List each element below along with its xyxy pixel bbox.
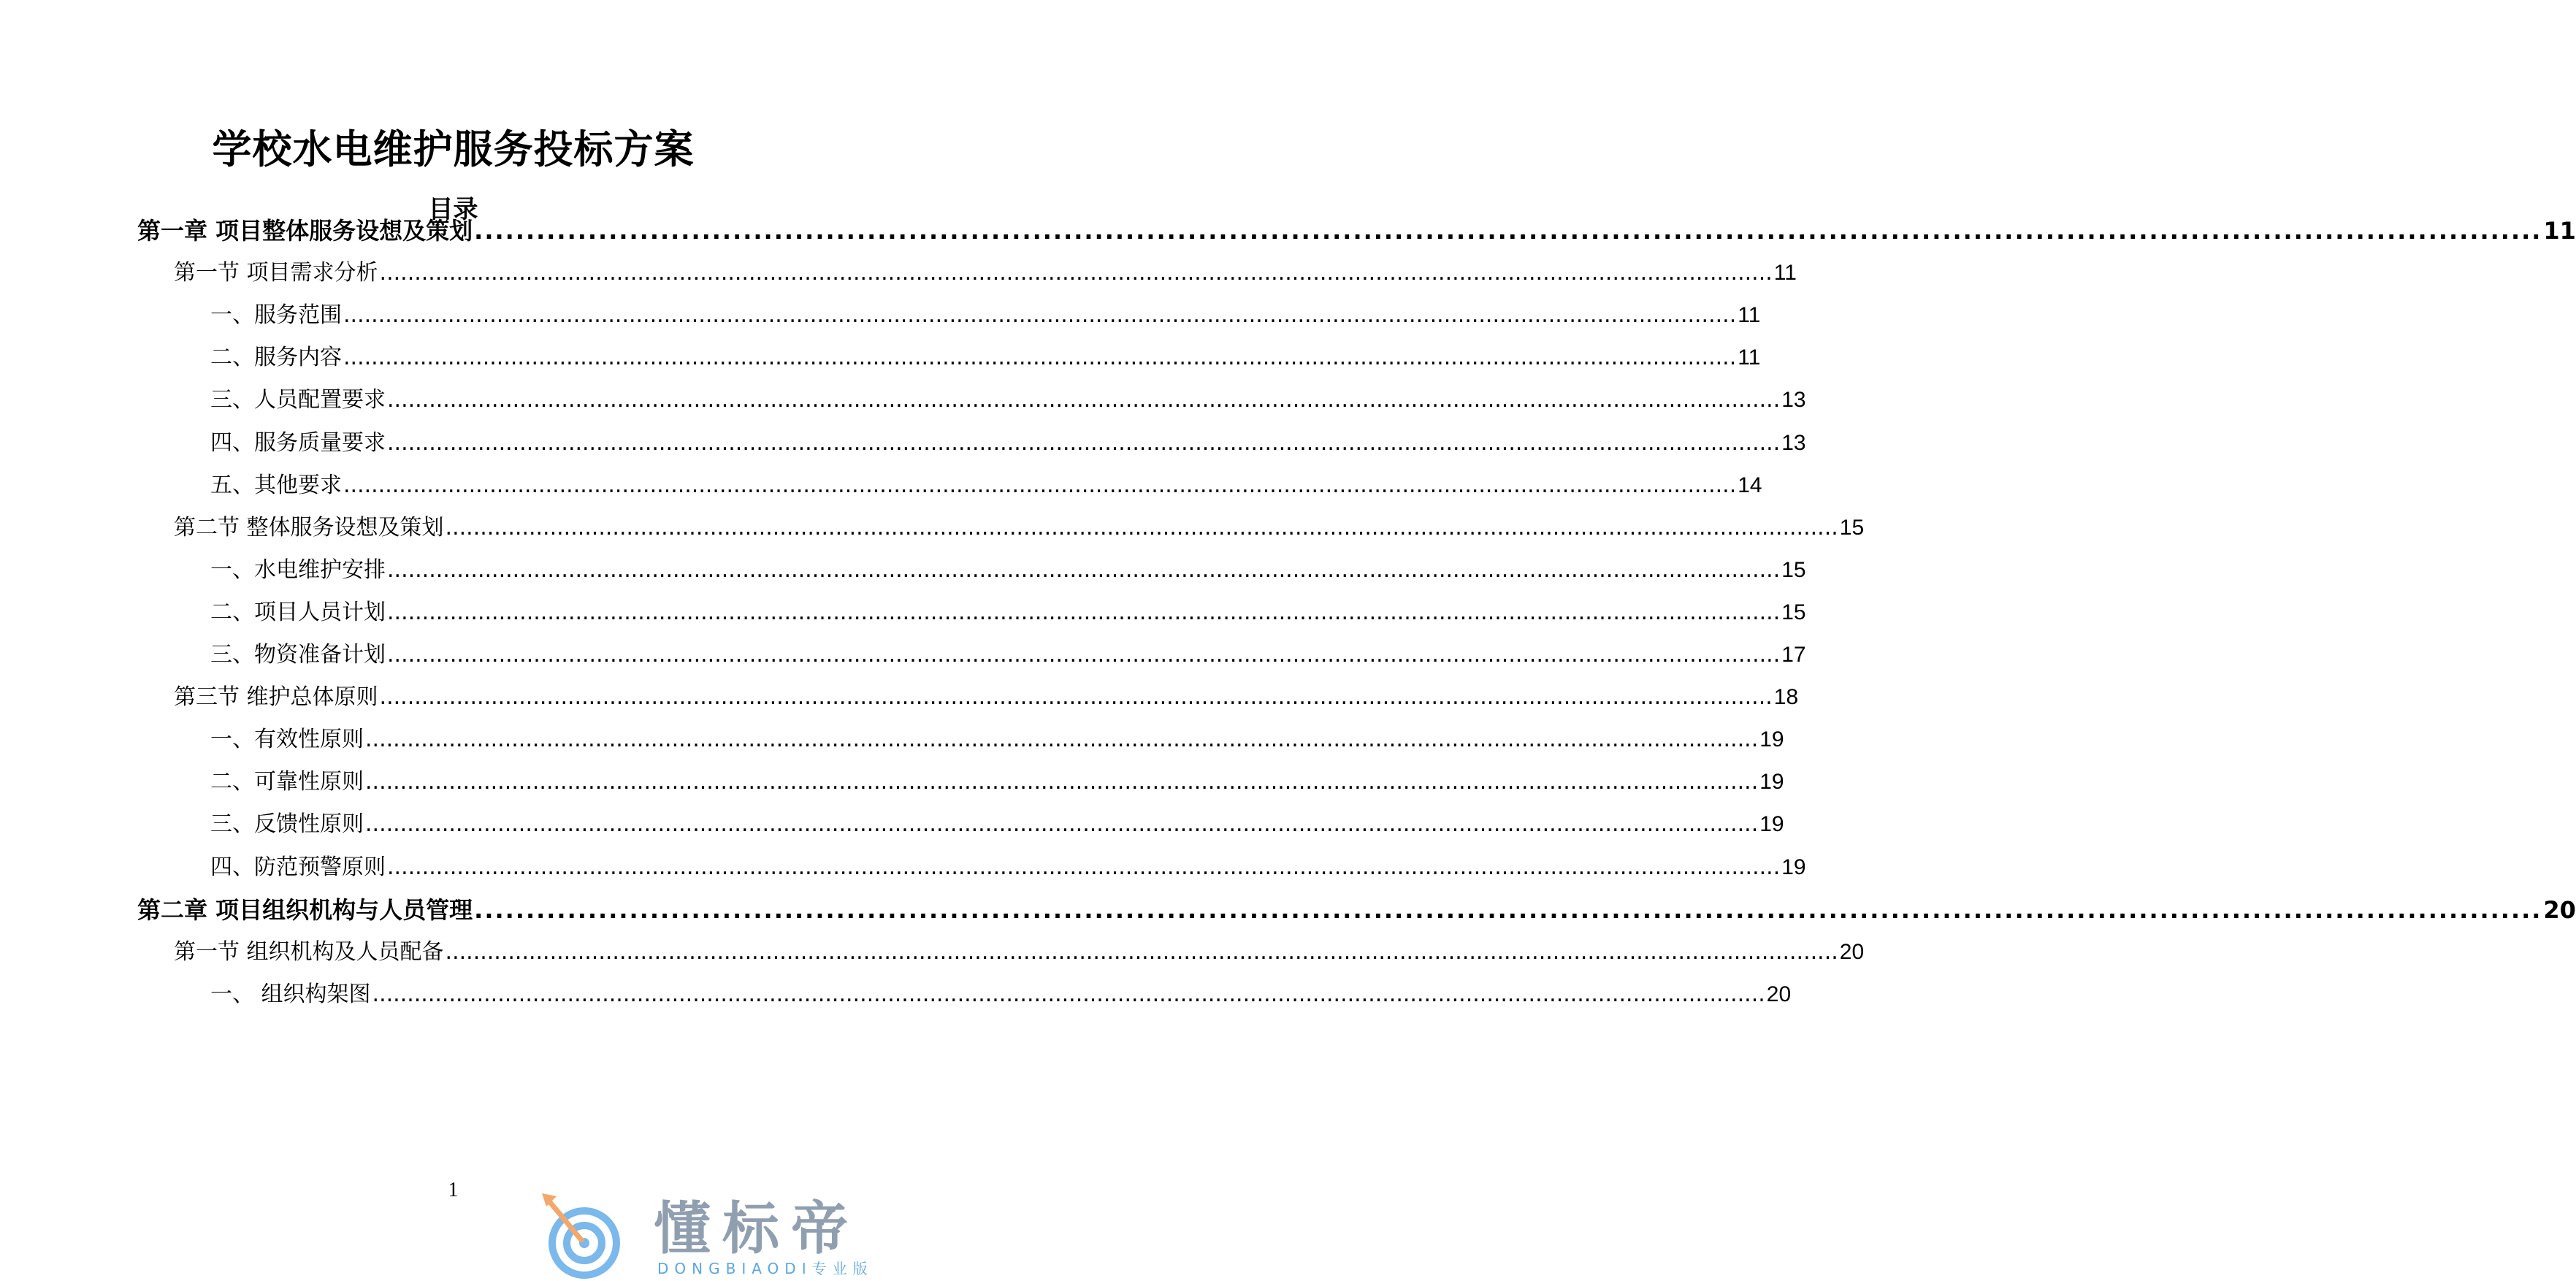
toc-entry-label: 第二章 项目组织机构与人员管理 — [137, 895, 473, 924]
toc-entry[interactable] — [210, 852, 1806, 884]
toc-entry-page: 19 — [1759, 727, 1784, 752]
toc-entry-page: 11 — [2543, 217, 2576, 245]
toc-entry-label: 二、项目人员计划 — [210, 599, 386, 625]
toc-entry-page: 20 — [1766, 982, 1792, 1006]
watermark-brand: 懂标帝 — [654, 1196, 860, 1262]
toc-dot-leader: ........................................................................................................................................................................................................ — [387, 599, 1781, 625]
toc-entry-page: 18 — [1773, 685, 1799, 710]
toc-entry-page: 15 — [1781, 600, 1806, 624]
toc-entry-page: 15 — [1839, 515, 1865, 540]
toc-entry-label: 第一节 组织机构及人员配备 — [174, 938, 444, 965]
toc-dot-leader: ........................................................................................................................................................................................................ — [474, 217, 2542, 245]
toc-entry-label: 三、反馈性原则 — [210, 811, 364, 838]
toc-entry-label: 四、防范预警原则 — [210, 854, 386, 880]
toc-entry-page: 19 — [1781, 854, 1806, 879]
toc-entry[interactable] — [174, 512, 1865, 544]
toc-entry[interactable] — [210, 384, 1806, 416]
toc-entry-page: 14 — [1738, 473, 1762, 497]
toc-entry[interactable] — [210, 724, 1784, 756]
toc-dot-leader: ........................................................................................................................................................................................................ — [387, 557, 1781, 583]
toc-dot-leader: ........................................................................................................................................................................................................ — [343, 472, 1737, 498]
toc-entry[interactable] — [210, 766, 1784, 798]
toc-dot-leader: ........................................................................................................................................................................................................ — [343, 345, 1737, 371]
toc-entry-label: 一、水电维护安排 — [210, 557, 386, 583]
toc-entry-label: 二、可靠性原则 — [210, 769, 364, 795]
toc-entry-label: 三、人员配置要求 — [210, 387, 386, 413]
toc-dot-leader: ........................................................................................................................................................................................................ — [372, 981, 1765, 1007]
toc-entry-page: 15 — [1781, 557, 1806, 582]
toc-entry[interactable] — [174, 681, 1799, 714]
watermark-subtitle: DONGBIAODI专业版 — [657, 1260, 874, 1277]
toc-dot-leader: ........................................................................................................................................................................................................ — [379, 260, 1773, 286]
toc-entry-label: 第三节 维护总体原则 — [174, 684, 378, 711]
toc-dot-leader: ........................................................................................................................................................................................................ — [343, 302, 1737, 329]
toc-dot-leader: ........................................................................................................................................................................................................ — [365, 769, 1759, 795]
watermark — [540, 1190, 906, 1281]
toc-entry[interactable] — [210, 299, 1761, 332]
toc-entry-page: 11 — [1738, 345, 1761, 370]
toc-entry-page: 19 — [1759, 770, 1784, 795]
toc-dot-leader: ........................................................................................................................................................................................................ — [387, 387, 1781, 413]
toc-dot-leader: ........................................................................................................................................................................................................ — [445, 514, 1838, 540]
toc-dot-leader: ........................................................................................................................................................................................................ — [365, 811, 1759, 838]
toc-entry-page: 17 — [1781, 643, 1806, 667]
toc-dot-leader: ........................................................................................................................................................................................................ — [387, 642, 1781, 668]
toc-entry[interactable] — [137, 894, 2576, 926]
toc-entry[interactable] — [210, 554, 1806, 586]
toc-entry[interactable] — [210, 342, 1761, 374]
toc-dot-leader: ........................................................................................................................................................................................................ — [365, 727, 1759, 753]
toc-entry-page: 11 — [1738, 303, 1761, 328]
toc-entry[interactable] — [210, 979, 1792, 1011]
toc-entry[interactable] — [174, 936, 1865, 968]
toc-entry[interactable] — [210, 597, 1806, 629]
toc-dot-leader: ........................................................................................................................................................................................................ — [387, 429, 1781, 456]
toc-entry[interactable] — [137, 215, 2576, 247]
toc-entry[interactable] — [210, 470, 1762, 502]
toc-entry-label: 第一节 项目需求分析 — [174, 260, 378, 286]
toc-entry-label: 一、有效性原则 — [210, 727, 364, 753]
document-title: 学校水电维护服务投标方案 — [212, 126, 695, 172]
target-arrow-icon — [540, 1190, 635, 1281]
page-number: 1 — [448, 1179, 459, 1201]
toc-entry-label: 二、服务内容 — [210, 345, 342, 371]
toc-entry-page: 19 — [1759, 812, 1784, 837]
toc-entry-page: 13 — [1781, 430, 1806, 455]
toc-dot-leader: ........................................................................................................................................................................................................ — [474, 895, 2542, 924]
toc-entry-label: 一、 组织构架图 — [210, 981, 371, 1007]
toc-entry-label: 五、其他要求 — [210, 472, 342, 498]
toc-dot-leader: ........................................................................................................................................................................................................ — [445, 938, 1838, 965]
toc-entry[interactable] — [210, 808, 1784, 841]
toc-entry-page: 20 — [2543, 895, 2576, 924]
toc-entry-label: 三、物资准备计划 — [210, 642, 386, 668]
toc-heading: 目录 — [428, 195, 478, 224]
toc-entry[interactable] — [210, 427, 1806, 459]
toc-entry-page: 11 — [1773, 261, 1797, 286]
toc-entry[interactable] — [210, 639, 1806, 671]
toc-entry-label: 第二节 整体服务设想及策划 — [174, 514, 444, 540]
toc-entry[interactable] — [174, 257, 1797, 289]
toc-dot-leader: ........................................................................................................................................................................................................ — [387, 854, 1781, 880]
toc-entry-page: 20 — [1839, 939, 1865, 964]
toc-entry-label: 四、服务质量要求 — [210, 429, 386, 456]
toc-entry-label: 一、服务范围 — [210, 302, 342, 329]
toc-dot-leader: ........................................................................................................................................................................................................ — [379, 684, 1773, 711]
toc-entry-label: 第一章 项目整体服务设想及策划 — [137, 217, 473, 245]
toc-entry-page: 13 — [1781, 388, 1806, 413]
